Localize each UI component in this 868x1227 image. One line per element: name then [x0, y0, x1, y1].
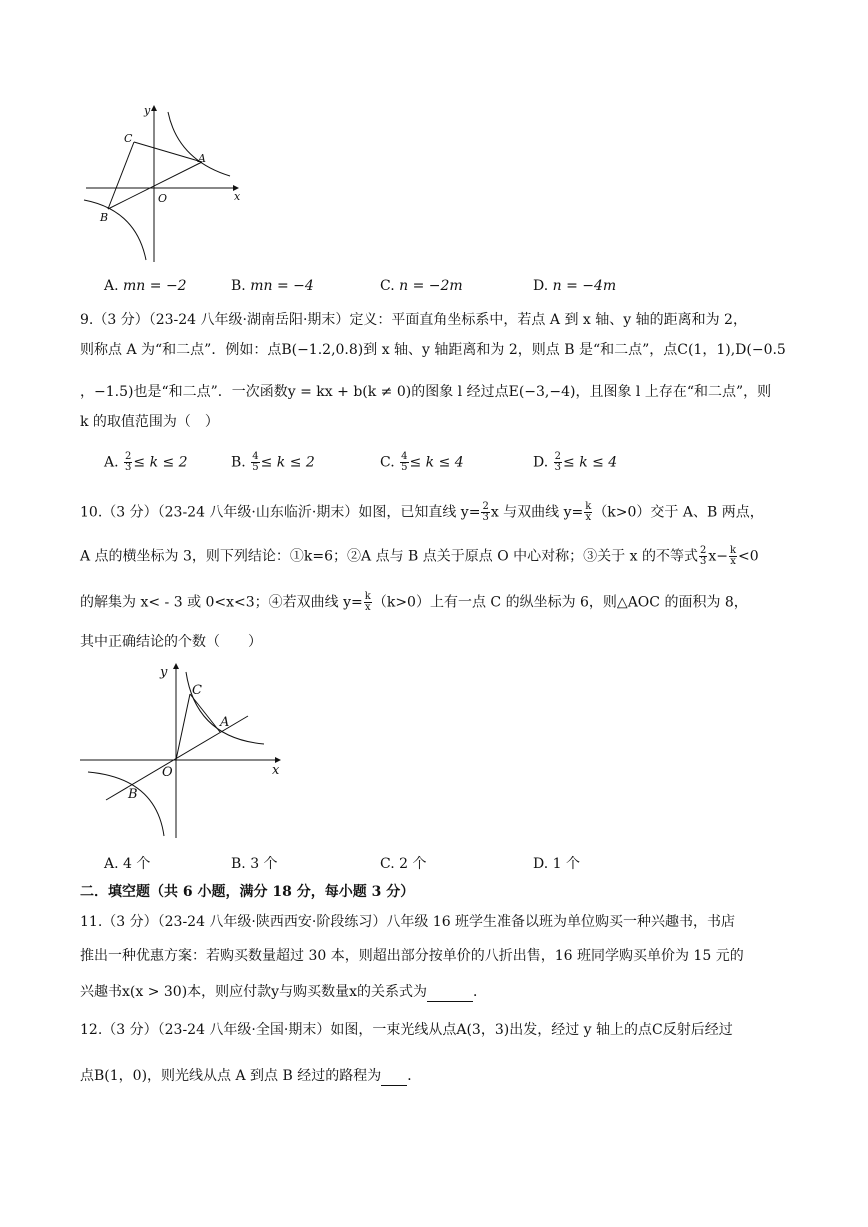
question-text: 如图，一束光线从点A(3，3)出发，经过 y 轴上的点C反射后经过	[330, 1022, 733, 1038]
option-letter: B.	[231, 856, 246, 872]
option-text: ≤ k ≤ 2	[133, 454, 188, 471]
label-o: O	[158, 192, 168, 205]
option-text: 1 个	[552, 856, 580, 872]
q9-line-3: ，−1.5)也是“和二点”．一次函数y = kx + b(k ≠ 0)的图象 l 经过点E(−3,−4)，且图象 l 上存在“和二点”，则	[80, 384, 772, 400]
figure-q8	[78, 100, 248, 265]
line-ab	[108, 162, 202, 209]
option-text: n = −2m	[399, 278, 463, 294]
segment-ca	[190, 694, 220, 732]
fraction: $\frac{2}{3}$	[482, 501, 489, 523]
option-text: ≤ k ≤ 2	[260, 454, 315, 471]
question-number: 10.	[80, 504, 103, 521]
question-text: 八年级 16 班学生准备以班为单位购买一种兴趣书，书店	[386, 914, 736, 930]
q9-option-b[interactable]	[231, 452, 315, 473]
option-letter: B.	[231, 454, 246, 471]
label-o: O	[162, 765, 173, 780]
label-a: A	[198, 152, 206, 165]
q11-line-2: 推出一种优惠方案：若购买数量超过 30 本，则超出部分按单价的八折出售，16 班同学购买单价为 15 元的	[80, 948, 744, 964]
option-text: ≤ k ≤ 4	[563, 454, 618, 471]
question-source: （23-24 八年级·陕西西安·阶段练习）	[157, 914, 387, 930]
option-text: mn = −4	[250, 278, 314, 294]
option-text: 4 个	[123, 856, 151, 872]
figure-q10	[78, 660, 288, 840]
question-score: （3 分）	[102, 1022, 158, 1038]
q10-line-3: 的解集为 x< - 3 或 0<x<3；④若双曲线 y= $\frac{k}{x}$ （k>0）上有一点 C 的纵坐标为 6，则△AOC 的面积为 8，	[80, 591, 748, 613]
section-heading: 二．填空题（共 6 小题，满分 18 分，每小题 3 分）	[80, 884, 415, 900]
q12-line-2: 点B(1，0)，则光线从点 A 到点 B 经过的路程为 ．	[80, 1068, 422, 1084]
q10-line-4: 其中正确结论的个数（ ）	[80, 634, 262, 650]
q11-line-1	[80, 912, 735, 932]
q10-option-c[interactable]	[380, 854, 426, 874]
question-number: 12.	[80, 1022, 103, 1038]
label-c: C	[192, 683, 202, 698]
question-number: 9.	[80, 312, 94, 328]
q9-option-c[interactable]	[380, 452, 464, 473]
q9-option-d[interactable]	[533, 452, 617, 473]
hyperbola-branch-upper	[168, 112, 230, 176]
q10-line-1: 10.（3 分）（23-24 八年级·山东临沂·期末）如图，已知直线 y= $\frac{2}{3}$ x 与双曲线 y= $\frac{k}{x}$ （k>0）交于 A、B 两点，	[80, 501, 764, 523]
option-text: 2 个	[399, 856, 427, 872]
q10-option-d[interactable]	[533, 854, 580, 874]
q8-option-c[interactable]	[380, 276, 463, 296]
option-letter: A.	[104, 454, 119, 471]
q10-option-a[interactable]	[104, 854, 150, 874]
question-source: （23-24 八年级·湖南岳阳·期末）	[148, 312, 350, 328]
label-x: x	[234, 190, 241, 203]
label-y: y	[160, 665, 168, 680]
option-fraction: $\frac{4}{5}$	[401, 451, 408, 473]
option-letter: C.	[380, 856, 395, 872]
option-letter: D.	[533, 278, 549, 294]
question-score: （3 分）	[93, 312, 149, 328]
q8-option-d[interactable]	[533, 276, 616, 296]
question-number: 11.	[80, 914, 103, 930]
q9-option-a[interactable]	[104, 452, 188, 473]
q9-line-1	[80, 310, 747, 330]
label-b: B	[100, 211, 109, 224]
segment-cb	[108, 142, 134, 209]
question-score: （3 分）	[102, 914, 158, 930]
option-letter: B.	[231, 278, 246, 294]
option-fraction: $\frac{2}{3}$	[554, 451, 562, 473]
answer-blank[interactable]	[381, 1069, 407, 1086]
fraction: $\frac{k}{x}$	[729, 545, 737, 567]
option-letter: A.	[104, 856, 119, 872]
q8-option-b[interactable]	[231, 276, 314, 296]
q9-line-4: k 的取值范围为（ ）	[80, 414, 219, 430]
question-score: （3 分）	[102, 504, 158, 521]
segment-oc	[176, 694, 190, 760]
q11-line-3: 兴趣书x(x > 30)本，则应付款y与购买数量x的关系式为 ．	[80, 984, 487, 1000]
q10-line-2: A 点的横坐标为 3，则下列结论：①k=6；②A 点与 B 点关于原点 O 中心对称；③关于 x 的不等式 $\frac{2}{3}$ x− $\frac{k}{x}$ <0	[80, 545, 759, 567]
fraction: $\frac{k}{x}$	[585, 501, 592, 523]
fraction: $\frac{2}{3}$	[699, 545, 707, 567]
label-a: A	[220, 715, 230, 730]
question-text: 定义：平面直角坐标系中，若点 A 到 x 轴、y 轴的距离和为 2，	[349, 312, 747, 328]
option-text: mn = −2	[123, 278, 187, 294]
answer-blank[interactable]	[427, 985, 473, 1002]
hyperbola-branch-lower	[84, 200, 146, 260]
option-letter: C.	[380, 454, 395, 471]
option-letter: C.	[380, 278, 395, 294]
question-source: （23-24 八年级·全国·期末）	[157, 1022, 331, 1038]
label-x: x	[272, 763, 280, 778]
option-letter: D.	[533, 454, 549, 471]
option-text: ≤ k ≤ 4	[409, 454, 464, 471]
label-c: C	[124, 132, 133, 145]
label-y: y	[144, 104, 151, 117]
q10-option-b[interactable]	[231, 854, 278, 874]
question-source: （23-24 八年级·山东临沂·期末）	[157, 504, 359, 521]
label-b: B	[128, 787, 138, 802]
option-fraction: $\frac{2}{3}$	[125, 451, 132, 473]
q12-line-1	[80, 1020, 733, 1040]
option-text: 3 个	[250, 856, 278, 872]
option-text: n = −4m	[552, 278, 617, 294]
q9-line-2: 则称点 A 为“和二点”．例如：点B(−1.2,0.8)到 x 轴、y 轴距离和为 2，则点 B 是“和二点”，点C(1，1),D(−0.5	[80, 342, 786, 358]
q8-option-a[interactable]	[104, 276, 187, 296]
segment-ca	[134, 142, 202, 162]
option-fraction: $\frac{4}{5}$	[252, 451, 259, 473]
hyperbola-branch-lower	[88, 772, 164, 836]
option-letter: D.	[533, 856, 549, 872]
option-letter: A.	[104, 278, 119, 294]
fraction: $\frac{k}{x}$	[364, 591, 371, 613]
